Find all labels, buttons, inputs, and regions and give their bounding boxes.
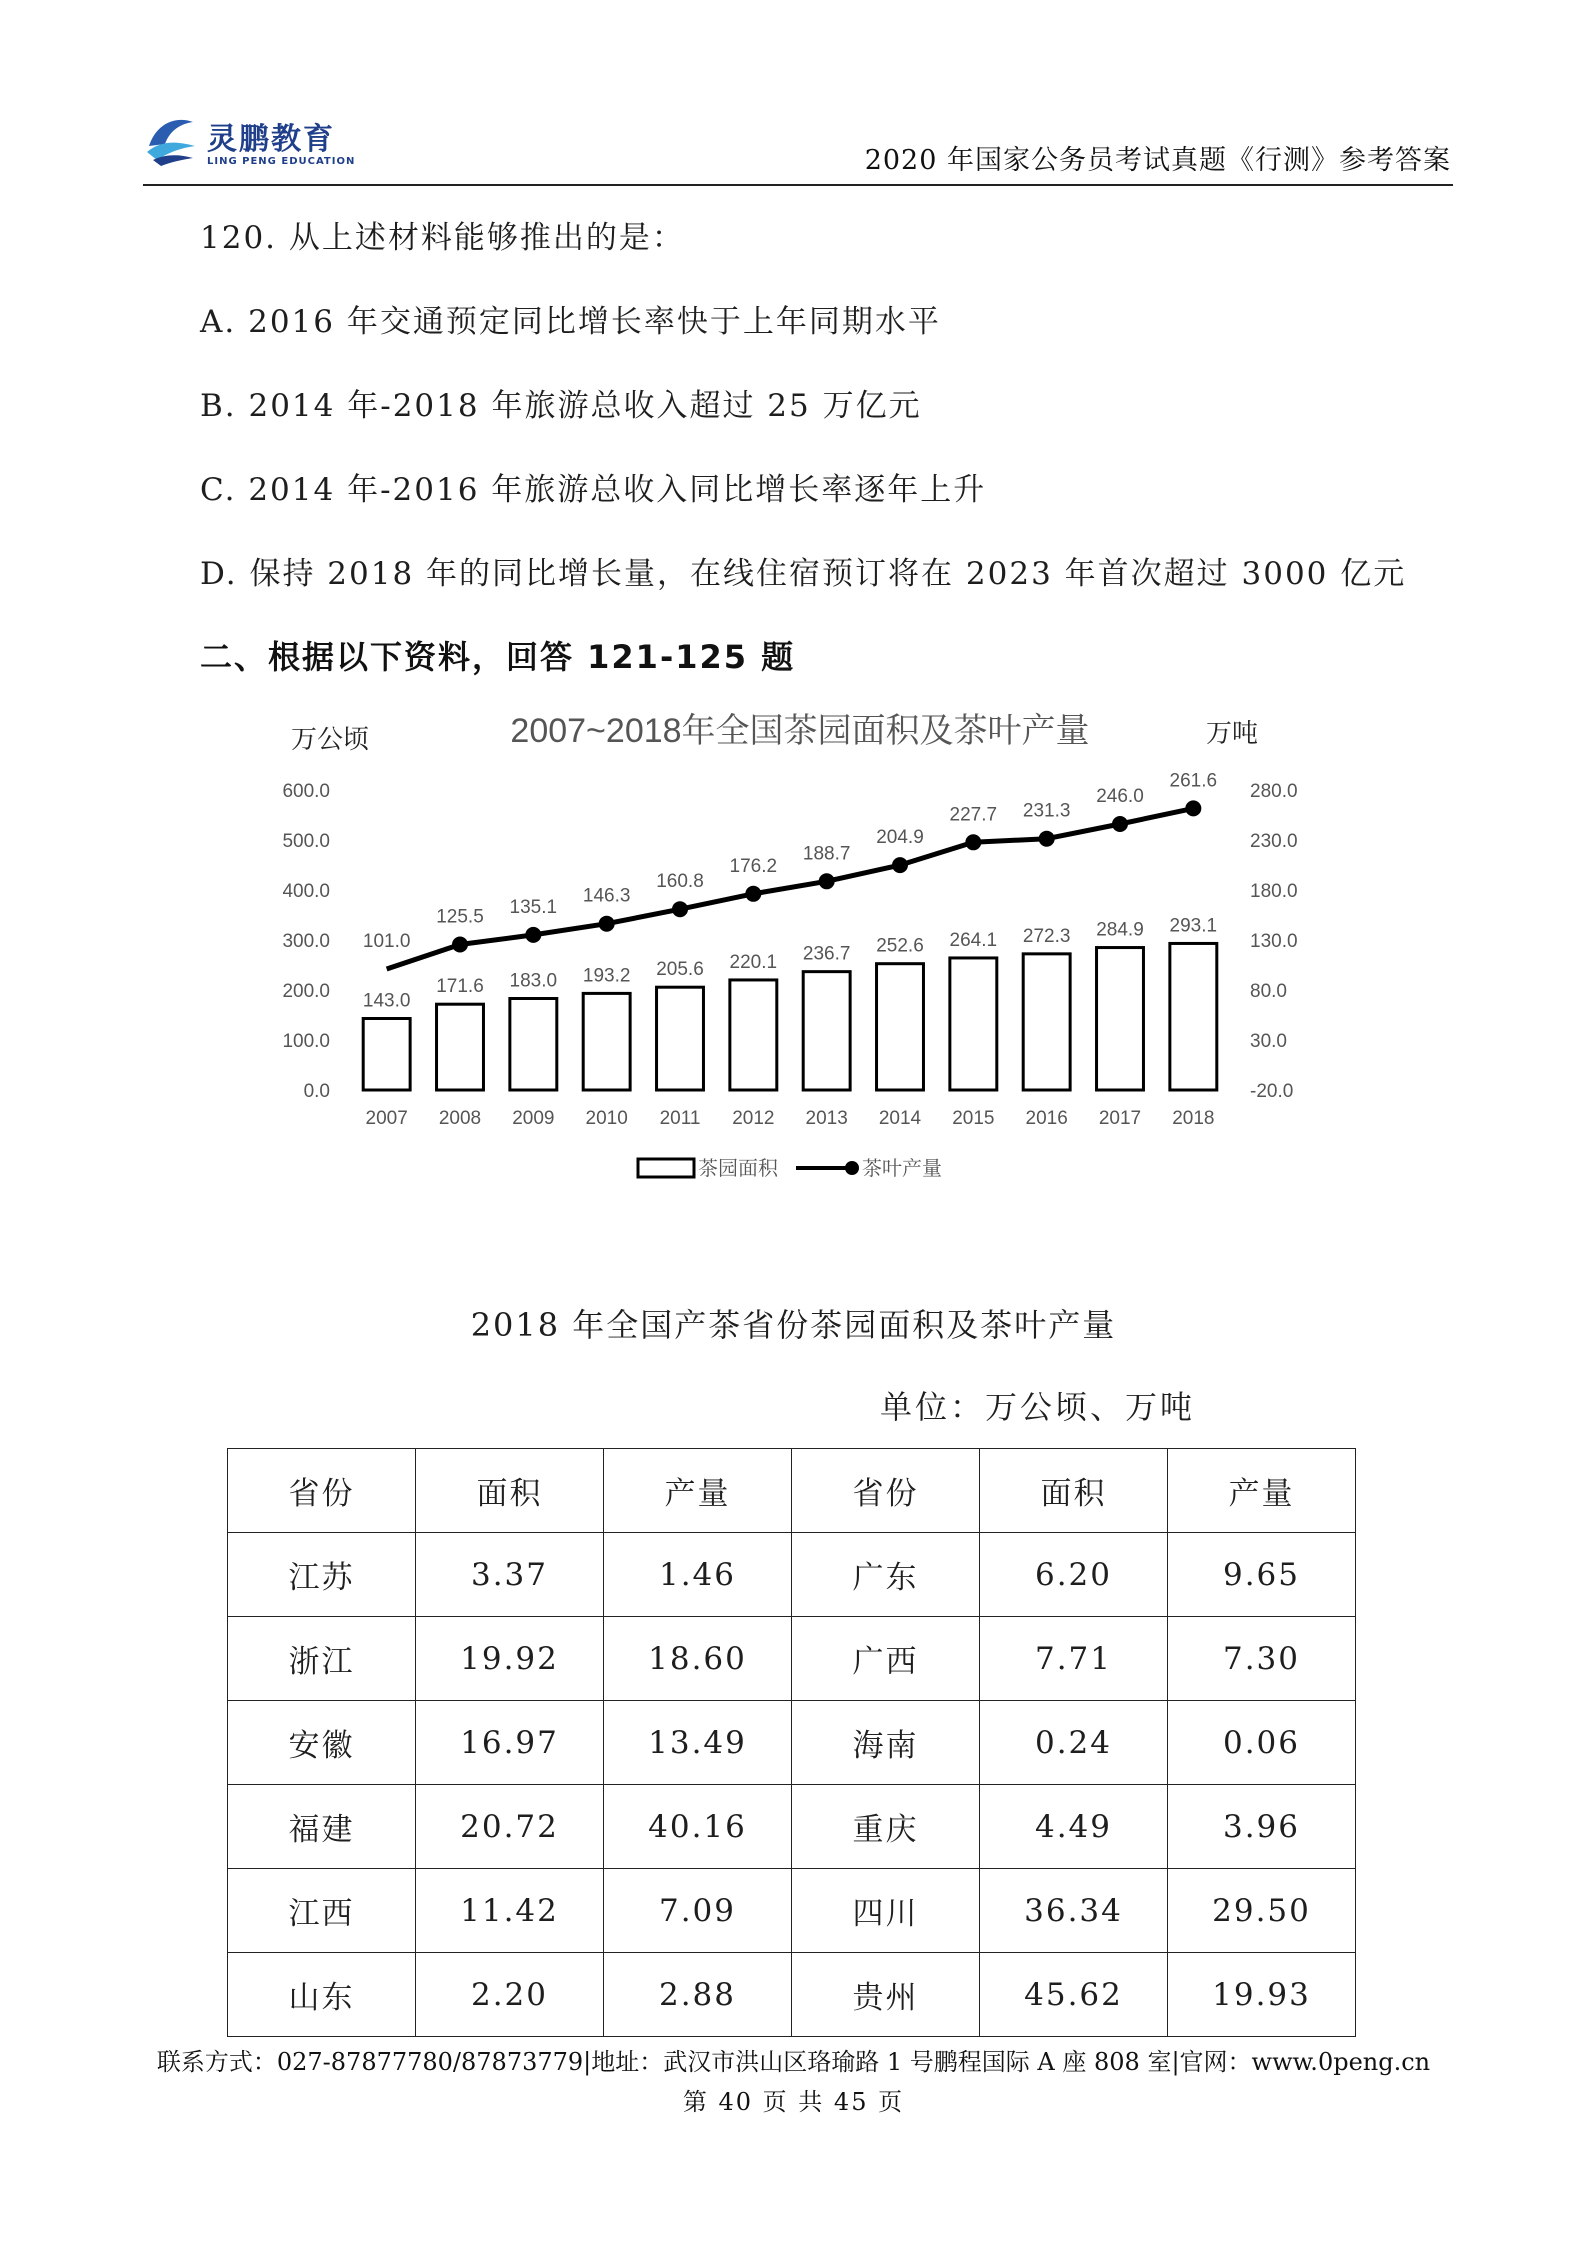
table-cell: 19.92	[416, 1617, 604, 1701]
footer-contact: 联系方式：027-87877780/87873779|地址：武汉市洪山区珞瑜路 1 号鹏程国际 A 座 808 室|官网：www.0peng.cn	[156, 2048, 1431, 2076]
table-unit: 单位：万公顷、万吨	[880, 1388, 1196, 1426]
table-cell: 海南	[792, 1701, 980, 1785]
line-point	[1039, 831, 1055, 847]
x-axis-tick: 2016	[1025, 1108, 1068, 1129]
right-axis-tick: 180.0	[1250, 881, 1298, 902]
line-point	[1185, 800, 1201, 816]
table-cell: 6.20	[980, 1533, 1168, 1617]
table-cell: 福建	[228, 1785, 416, 1869]
right-axis-tick: 230.0	[1250, 831, 1298, 852]
left-axis-tick: 400.0	[282, 881, 330, 902]
bar-tea-area	[803, 972, 850, 1090]
lingpeng-logo-icon	[143, 112, 199, 168]
table-cell: 16.97	[416, 1701, 604, 1785]
bar-tea-area	[510, 999, 557, 1091]
table-cell: 贵州	[792, 1953, 980, 2037]
table-cell: 浙江	[228, 1617, 416, 1701]
line-point	[672, 901, 688, 917]
right-axis-tick: 80.0	[1250, 981, 1287, 1002]
table-cell: 11.42	[416, 1869, 604, 1953]
bar-tea-area	[1170, 943, 1217, 1090]
left-axis-tick: 0.0	[303, 1081, 330, 1102]
table-header-cell: 省份	[228, 1449, 416, 1533]
logo	[143, 112, 363, 172]
table-cell: 7.09	[604, 1869, 792, 1953]
x-axis-tick: 2017	[1098, 1108, 1142, 1129]
x-axis-tick: 2012	[732, 1108, 775, 1129]
table-cell: 45.62	[980, 1953, 1168, 2037]
right-axis-tick: 280.0	[1250, 781, 1298, 802]
chart-legend	[638, 1157, 942, 1180]
bar-tea-area	[877, 964, 924, 1090]
line-value-label: 125.5	[436, 906, 484, 928]
bar-tea-area	[1097, 948, 1144, 1090]
logo-subtext: LING PENG EDUCATION	[207, 156, 356, 167]
table-cell: 重庆	[792, 1785, 980, 1869]
option-a: A. 2016 年交通预定同比增长率快于上年同期水平	[200, 304, 941, 340]
table-cell: 广东	[792, 1533, 980, 1617]
x-axis-tick: 2018	[1172, 1108, 1215, 1129]
left-axis-tick: 500.0	[282, 831, 330, 852]
bar-tea-area	[730, 980, 777, 1090]
line-point	[819, 873, 835, 889]
bar-tea-area	[363, 1019, 410, 1091]
table-cell: 7.71	[980, 1617, 1168, 1701]
line-point	[892, 857, 908, 873]
bar-value-label: 284.9	[1096, 919, 1144, 941]
table-cell: 四川	[792, 1869, 980, 1953]
bar-tea-area	[583, 993, 630, 1090]
right-axis-unit: 万吨	[1205, 718, 1259, 748]
chart-title: 2007~2018年全国茶园面积及茶叶产量	[510, 712, 1090, 750]
line-point	[452, 937, 468, 953]
line-value-label: 135.1	[509, 896, 558, 918]
bar-value-label: 220.1	[729, 951, 778, 973]
table-row	[228, 1617, 1356, 1701]
x-axis-tick: 2011	[659, 1108, 701, 1129]
right-axis-tick: 130.0	[1250, 931, 1298, 952]
table-cell: 18.60	[604, 1617, 792, 1701]
line-value-label: 176.2	[729, 855, 778, 877]
line-value-label: 160.8	[656, 871, 704, 893]
legend-bar-label: 茶园面积	[698, 1158, 778, 1180]
table-cell: 江苏	[228, 1533, 416, 1617]
table-cell: 36.34	[980, 1869, 1168, 1953]
table-cell: 广西	[792, 1617, 980, 1701]
table-cell: 山东	[228, 1953, 416, 2037]
bar-value-label: 272.3	[1022, 925, 1071, 947]
legend-bar-swatch	[638, 1159, 694, 1177]
line-point	[965, 834, 981, 850]
line-value-label: 231.3	[1022, 800, 1071, 822]
bar-value-label: 252.6	[876, 935, 924, 957]
line-point	[525, 927, 541, 943]
data-table	[227, 1448, 1356, 2037]
left-axis-tick: 300.0	[282, 931, 330, 952]
x-axis-tick: 2015	[952, 1108, 995, 1129]
table-cell: 0.06	[1168, 1701, 1356, 1785]
table-cell: 7.30	[1168, 1617, 1356, 1701]
table-cell: 4.49	[980, 1785, 1168, 1869]
table-cell: 40.16	[604, 1785, 792, 1869]
line-value-label: 246.0	[1096, 786, 1144, 807]
bar-value-label: 171.6	[436, 976, 484, 998]
bar-value-label: 143.0	[362, 990, 411, 1012]
section-heading: 二、根据以下资料，回答 121-125 题	[200, 638, 796, 676]
logo-text: 灵鹏教育	[207, 122, 335, 157]
line-value-label: 101.0	[362, 931, 411, 952]
table-title: 2018 年全国产茶省份茶园面积及茶叶产量	[470, 1306, 1117, 1344]
left-axis-tick: 200.0	[282, 981, 330, 1002]
table-row	[228, 1701, 1356, 1785]
bar-value-label: 183.0	[509, 970, 558, 992]
option-d: D. 保持 2018 年的同比增长量，在线住宿预订将在 2023 年首次超过 3000 亿元	[200, 556, 1407, 592]
table-cell: 1.46	[604, 1533, 792, 1617]
table-cell: 安徽	[228, 1701, 416, 1785]
table-cell: 江西	[228, 1869, 416, 1953]
bar-tea-area	[1023, 954, 1070, 1090]
bar-tea-area	[657, 987, 704, 1090]
page-number: 第 40 页 共 45 页	[682, 2088, 905, 2116]
table-cell: 0.24	[980, 1701, 1168, 1785]
x-axis-tick: 2007	[365, 1108, 408, 1129]
table-header-cell: 产量	[1168, 1449, 1356, 1533]
x-axis-tick: 2013	[805, 1108, 848, 1129]
table-header-cell: 面积	[980, 1449, 1168, 1533]
line-tea-output	[387, 808, 1194, 969]
combo-chart	[240, 700, 1360, 1200]
line-value-label: 227.7	[949, 804, 998, 826]
table-cell: 3.96	[1168, 1785, 1356, 1869]
bar-value-label: 205.6	[656, 959, 704, 981]
option-b: B. 2014 年-2018 年旅游总收入超过 25 万亿元	[200, 388, 922, 424]
table-cell: 9.65	[1168, 1533, 1356, 1617]
table-row	[228, 1869, 1356, 1953]
left-axis-tick: 100.0	[282, 1031, 330, 1052]
table-cell: 3.37	[416, 1533, 604, 1617]
right-axis-tick: 30.0	[1250, 1031, 1287, 1052]
table-row	[228, 1953, 1356, 2037]
table-cell: 19.93	[1168, 1953, 1356, 2037]
bar-value-label: 236.7	[802, 943, 851, 965]
line-value-label: 204.9	[876, 827, 924, 849]
line-point	[745, 886, 761, 902]
legend-line-marker	[845, 1161, 859, 1175]
table-header-cell: 面积	[416, 1449, 604, 1533]
table-header-cell: 省份	[792, 1449, 980, 1533]
left-axis-unit: 万公顷	[290, 724, 370, 754]
x-axis-tick: 2014	[878, 1108, 922, 1129]
option-c: C. 2014 年-2016 年旅游总收入同比增长率逐年上升	[200, 472, 987, 508]
table-cell: 20.72	[416, 1785, 604, 1869]
line-value-label: 261.6	[1169, 770, 1218, 792]
table-cell: 2.88	[604, 1953, 792, 2037]
table-cell: 29.50	[1168, 1869, 1356, 1953]
bar-value-label: 193.2	[582, 965, 631, 987]
table-header-row	[228, 1449, 1356, 1533]
table-cell: 2.20	[416, 1953, 604, 2037]
line-value-label: 146.3	[582, 885, 631, 907]
left-axis-tick: 600.0	[282, 781, 330, 802]
bar-tea-area	[437, 1004, 484, 1090]
legend-line-label: 茶叶产量	[862, 1158, 942, 1180]
question-stem: 120. 从上述材料能够推出的是：	[200, 220, 685, 256]
table-row	[228, 1533, 1356, 1617]
table-row	[228, 1785, 1356, 1869]
table-header-cell: 产量	[604, 1449, 792, 1533]
right-axis-tick: -20.0	[1250, 1081, 1294, 1102]
line-point	[1112, 816, 1128, 832]
table-cell: 13.49	[604, 1701, 792, 1785]
bar-tea-area	[950, 958, 997, 1090]
bar-value-label: 293.1	[1169, 915, 1218, 937]
header-title: 2020 年国家公务员考试真题《行测》参考答案	[864, 145, 1451, 176]
line-value-label: 188.7	[802, 843, 851, 865]
x-axis-tick: 2008	[438, 1108, 482, 1129]
x-axis-tick: 2010	[585, 1108, 628, 1129]
x-axis-tick: 2009	[512, 1108, 555, 1129]
line-point	[599, 916, 615, 932]
page-header	[143, 108, 1453, 186]
bar-value-label: 264.1	[949, 929, 998, 951]
